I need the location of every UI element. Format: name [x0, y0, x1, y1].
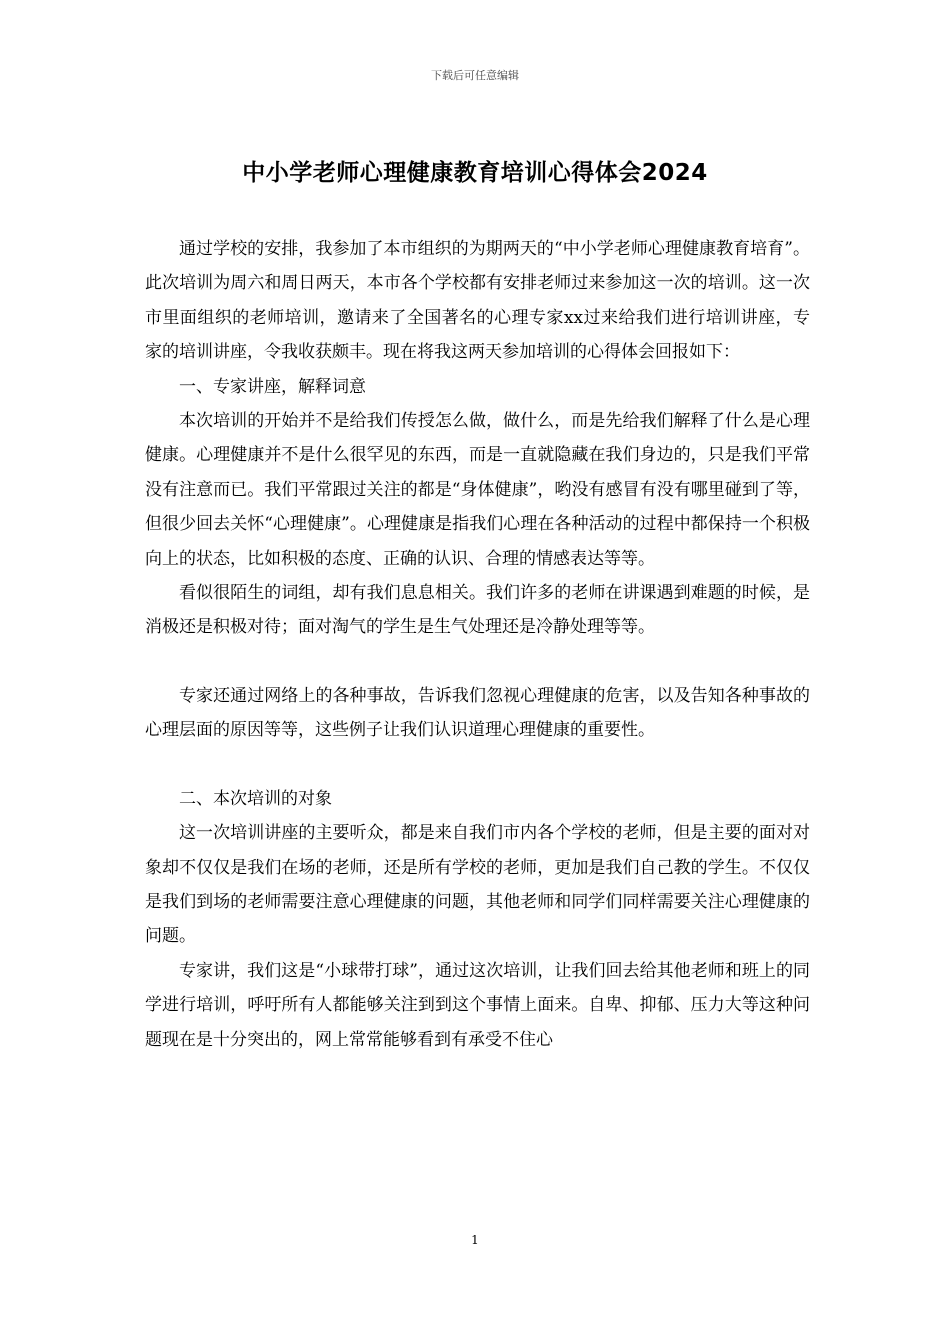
page-number: 1 [471, 1233, 479, 1247]
header-note: 下载后可任意编辑 [431, 69, 519, 82]
blank-line [145, 645, 810, 679]
section-heading-1: 一、专家讲座，解释词意 [179, 376, 366, 397]
paragraph-audience: 这一次培训讲座的主要听众，都是来自我们市内各个学校的老师，但是主要的面对对象却不仅仅是我们在场的老师，还是所有学校的老师，更加是我们自己教的学生。不仅仅是我们到场的老师需要注意心理健康的问题，其他老师和同学们同样需要关注心理健康的问题。 [145, 823, 810, 947]
paragraph-expert-advice: 专家讲，我们这是“小球带打球”，通过这次培训，让我们回去给其他老师和班上的同学进行培训，呼吁所有人都能够关注到到这个事情上面来。自卑、抑郁、压力大等这种问题现在是十分突出的，网上常常能够看到有承受不住心 [145, 960, 810, 1050]
paragraph-relevance: 看似很陌生的词组，却有我们息息相关。我们许多的老师在讲课遇到难题的时候，是消极还是积极对待；面对淘气的学生是生气处理还是冷静处理等等。 [145, 583, 810, 638]
paragraph-intro: 通过学校的安排，我参加了本市组织的为期两天的“中小学老师心理健康教育培育”。此次培训为周六和周日两天，本市各个学校都有安排老师过来参加这一次的培训。这一次市里面组织的老师培训，邀请来了全国著名的心理专家xx过来给我们进行培训讲座，专家的培训讲座，令我收获颇丰。现在将我这两天参加培训的心得体会回报如下： [145, 239, 810, 363]
paragraph-definition: 本次培训的开始并不是给我们传授怎么做，做什么，而是先给我们解释了什么是心理健康。心理健康并不是什么很罕见的东西，而是一直就隐藏在我们身边的，只是我们平常没有注意而已。我们平常跟过关注的都是“身体健康”，哟没有感冒有没有哪里碰到了等，但很少回去关怀“心理健康”。心理健康是指我们心理在各种活动的过程中都保持一个积极向上的状态，比如积极的态度、正确的认识、合理的情感表达等等。 [145, 411, 810, 569]
document-body [145, 232, 810, 1057]
document-title: 中小学老师心理健康教育培训心得体会2024 [242, 160, 708, 186]
section-heading-2: 二、本次培训的对象 [179, 788, 332, 809]
blank-line [145, 748, 810, 782]
paragraph-accidents: 专家还通过网络上的各种事故，告诉我们忽视心理健康的危害，以及告知各种事故的心理层面的原因等等，这些例子让我们认识道理心理健康的重要性。 [145, 685, 810, 741]
